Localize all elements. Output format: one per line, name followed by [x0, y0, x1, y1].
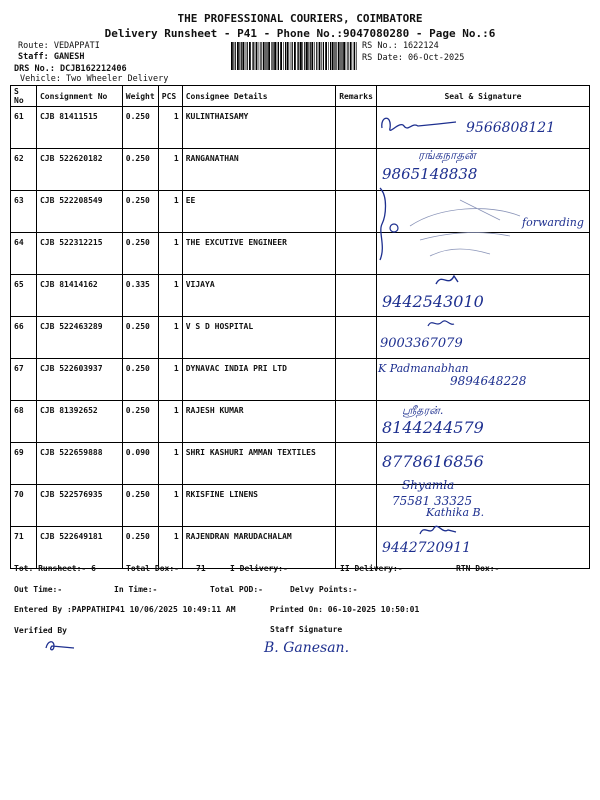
row-pcs: 1 — [158, 527, 182, 569]
table-row — [11, 401, 590, 443]
row-remarks — [336, 149, 377, 191]
handwritten-phone-68: 8144244579 — [382, 418, 484, 437]
row-remarks — [336, 317, 377, 359]
handwritten-phone-70: 75581 33325 — [392, 494, 473, 508]
row-weight: 0.090 — [122, 443, 158, 485]
signature-scribble-71 — [418, 522, 458, 540]
row-pcs: 1 — [158, 443, 182, 485]
entered-by: Entered By :PAPPATHIP41 10/06/2025 10:49:11 AM — [14, 605, 236, 614]
row-consignee: THE EXCUTIVE ENGINEER — [182, 233, 335, 275]
row-weight: 0.250 — [122, 527, 158, 569]
staff-signature-label: Staff Signature — [270, 625, 343, 634]
table-row — [11, 527, 590, 569]
table-header-row — [11, 86, 590, 107]
seal-scribble-64 — [400, 196, 530, 266]
route-label: Route: VEDAPPATI — [18, 41, 100, 51]
col-header-sno: S No — [11, 86, 37, 107]
row-remarks — [336, 191, 377, 233]
row-sno: 67 — [11, 359, 37, 401]
row-consignee: DYNAVAC INDIA PRI LTD — [182, 359, 335, 401]
signature-scribble-65 — [434, 270, 460, 290]
row-remarks — [336, 443, 377, 485]
handwritten-phone-71: 9442720911 — [382, 540, 472, 556]
row-sno: 63 — [11, 191, 37, 233]
row-pcs: 1 — [158, 275, 182, 317]
handwritten-name-70: Shyamla — [402, 478, 455, 492]
row-consignment: CJB 81411515 — [36, 107, 122, 149]
row-remarks — [336, 359, 377, 401]
handwritten-phone-69: 8778616856 — [382, 452, 484, 471]
rtn-dox: RTN Dox:- — [456, 564, 500, 573]
row-consignment: CJB 81414162 — [36, 275, 122, 317]
row-consignment: CJB 522659888 — [36, 443, 122, 485]
row-consignment: CJB 522576935 — [36, 485, 122, 527]
out-time: Out Time:- — [14, 585, 63, 594]
row-consignment: CJB 522312215 — [36, 233, 122, 275]
row-weight: 0.250 — [122, 401, 158, 443]
col-header-consignee: Consignee Details — [182, 86, 335, 107]
handwritten-phone-62: 9865148838 — [382, 165, 478, 183]
verified-by-label: Verified By — [14, 626, 67, 635]
tot-runsheet: Tot. Runsheet:- 6 — [14, 564, 96, 573]
row-pcs: 1 — [158, 191, 182, 233]
company-title: THE PROFESSIONAL COURIERS, COIMBATORE — [177, 12, 423, 25]
delvy-points: Delvy Points:- — [290, 585, 358, 594]
row-weight: 0.250 — [122, 485, 158, 527]
staff-label: Staff: GANESH — [18, 52, 85, 62]
handwritten-phone-65: 9442543010 — [382, 292, 484, 311]
handwritten-phone-61: 9566808121 — [466, 120, 556, 136]
runsheet-subtitle: Delivery Runsheet - P41 - Phone No.:9047080280 - Page No.:6 — [104, 27, 496, 40]
col-header-weight: Weight — [122, 86, 158, 107]
staff-signature-handwriting: B. Ganesan. — [264, 640, 350, 656]
signature-scribble-61 — [378, 112, 468, 140]
row-sno: 66 — [11, 317, 37, 359]
row-sno: 71 — [11, 527, 37, 569]
runsheet-table — [10, 85, 590, 569]
row-remarks — [336, 401, 377, 443]
row-consignment: CJB 81392652 — [36, 401, 122, 443]
row-consignment: CJB 522620182 — [36, 149, 122, 191]
handwritten-name-62: ரங்கநாதன் — [418, 148, 476, 162]
vehicle-label: Vehicle: Two Wheeler Delivery — [20, 74, 169, 84]
row-remarks — [336, 275, 377, 317]
row-pcs: 1 — [158, 359, 182, 401]
row-consignee: SHRI KASHURI AMMAN TEXTILES — [182, 443, 335, 485]
row-consignment: CJB 522603937 — [36, 359, 122, 401]
row-consignment: CJB 522463289 — [36, 317, 122, 359]
row-consignment: CJB 522208549 — [36, 191, 122, 233]
row-weight: 0.250 — [122, 317, 158, 359]
row-consignee: RKISFINE LINENS — [182, 485, 335, 527]
verifier-signature — [44, 638, 78, 654]
row-consignee: RAJENDRAN MARUDACHALAM — [182, 527, 335, 569]
row-consignee: RAJESH KUMAR — [182, 401, 335, 443]
table-row — [11, 485, 590, 527]
total-dox-value: 71 — [196, 564, 206, 573]
col-header-remarks: Remarks — [336, 86, 377, 107]
row-sno: 68 — [11, 401, 37, 443]
drs-number: DRS No.: DCJB162212406 — [14, 64, 127, 74]
col-header-consignment: Consignment No — [36, 86, 122, 107]
row-weight: 0.250 — [122, 107, 158, 149]
row-pcs: 1 — [158, 233, 182, 275]
row-weight: 0.250 — [122, 149, 158, 191]
total-pod: Total POD:- — [210, 585, 263, 594]
handwritten-name-67: K Padmanabhan — [378, 362, 469, 375]
row-sno: 61 — [11, 107, 37, 149]
row-consignee: KULINTHAISAMY — [182, 107, 335, 149]
handwritten-phone-67: 9894648228 — [450, 374, 527, 388]
total-dox-label: Total Dox:- — [126, 564, 179, 573]
barcode-image — [231, 42, 357, 70]
row-sno: 65 — [11, 275, 37, 317]
row-pcs: 1 — [158, 485, 182, 527]
row-consignee: RANGANATHAN — [182, 149, 335, 191]
handwritten-note-64: forwarding — [522, 216, 584, 229]
table-row — [11, 443, 590, 485]
handwritten-name-68: ஸ்ரீதரன். — [402, 404, 444, 417]
row-consignee: VIJAYA — [182, 275, 335, 317]
ii-delivery: II Delivery:- — [340, 564, 403, 573]
row-consignee: V S D HOSPITAL — [182, 317, 335, 359]
row-weight: 0.250 — [122, 359, 158, 401]
row-consignee: EE — [182, 191, 335, 233]
row-remarks — [336, 233, 377, 275]
table-row — [11, 317, 590, 359]
signature-scribble-66 — [426, 316, 456, 330]
row-remarks — [336, 527, 377, 569]
printed-on: Printed On: 06-10-2025 10:50:01 — [270, 605, 420, 614]
row-remarks — [336, 107, 377, 149]
table-row — [11, 275, 590, 317]
in-time: In Time:- — [114, 585, 158, 594]
row-sno: 64 — [11, 233, 37, 275]
row-sno: 70 — [11, 485, 37, 527]
table-row — [11, 149, 590, 191]
row-pcs: 1 — [158, 149, 182, 191]
i-delivery: I Delivery:- — [230, 564, 288, 573]
row-sno: 69 — [11, 443, 37, 485]
row-weight: 0.250 — [122, 191, 158, 233]
row-consignment: CJB 522649181 — [36, 527, 122, 569]
handwritten-phone-66: 9003367079 — [380, 336, 463, 351]
row-pcs: 1 — [158, 317, 182, 359]
handwritten-name-70b: Kathika B. — [426, 506, 485, 519]
row-weight: 0.250 — [122, 233, 158, 275]
row-pcs: 1 — [158, 107, 182, 149]
rs-number: RS No.: 1622124 — [362, 41, 439, 51]
col-header-pcs: PCS — [158, 86, 182, 107]
row-pcs: 1 — [158, 401, 182, 443]
col-header-signature: Seal & Signature — [376, 86, 589, 107]
rs-date: RS Date: 06-Oct-2025 — [362, 53, 465, 63]
row-sno: 62 — [11, 149, 37, 191]
row-weight: 0.335 — [122, 275, 158, 317]
row-remarks — [336, 485, 377, 527]
